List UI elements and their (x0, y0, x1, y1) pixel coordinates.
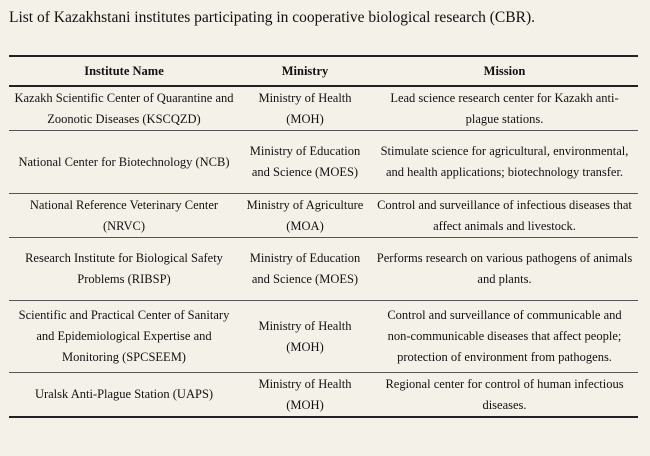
ministry-cell: Ministry of Agriculture (MOA) (239, 194, 371, 238)
institute-name-cell: National Reference Veterinary Center (NRVC) (9, 194, 239, 238)
table-caption: List of Kazakhstani institutes participating in cooperative biological research (CBR). (9, 9, 535, 26)
ministry-cell: Ministry of Health (MOH) (239, 373, 371, 418)
institute-name-cell: Research Institute for Biological Safety Problems (RIBSP) (9, 238, 239, 301)
ministry-cell: Ministry of Health (MOH) (239, 86, 371, 131)
institute-name-cell: Uralsk Anti-Plague Station (UAPS) (9, 373, 239, 418)
institute-name-cell: Kazakh Scientific Center of Quarantine and Zoonotic Diseases (KSCQZD) (9, 86, 239, 131)
table-row (9, 194, 638, 238)
mission-cell: Stimulate science for agricultural, environmental, and health applications; biotechnology transfer. (371, 131, 638, 194)
mission-cell: Control and surveillance of infectious diseases that affect animals and livestock. (371, 194, 638, 238)
mission-cell: Performs research on various pathogens of animals and plants. (371, 238, 638, 301)
table-row (9, 86, 638, 131)
institute-name-cell: Scientific and Practical Center of Sanitary and Epidemiological Expertise and Monitoring (SPCSEEM) (9, 301, 239, 373)
institute-name-cell: National Center for Biotechnology (NCB) (9, 131, 239, 194)
table-row (9, 301, 638, 373)
institutes-table (9, 55, 638, 418)
table-row (9, 238, 638, 301)
mission-cell: Lead science research center for Kazakh anti-plague stations. (371, 86, 638, 131)
table-row (9, 373, 638, 418)
ministry-cell: Ministry of Education and Science (MOES) (239, 238, 371, 301)
mission-cell: Regional center for control of human infectious diseases. (371, 373, 638, 418)
header-mission: Mission (371, 56, 638, 86)
mission-cell: Control and surveillance of communicable and non-communicable diseases that affect people; protection of environment from pathogens. (371, 301, 638, 373)
ministry-cell: Ministry of Health (MOH) (239, 301, 371, 373)
header-ministry: Ministry (239, 56, 371, 86)
ministry-cell: Ministry of Education and Science (MOES) (239, 131, 371, 194)
header-institute-name: Institute Name (9, 56, 239, 86)
table-row (9, 131, 638, 194)
table-header-row (9, 56, 638, 86)
